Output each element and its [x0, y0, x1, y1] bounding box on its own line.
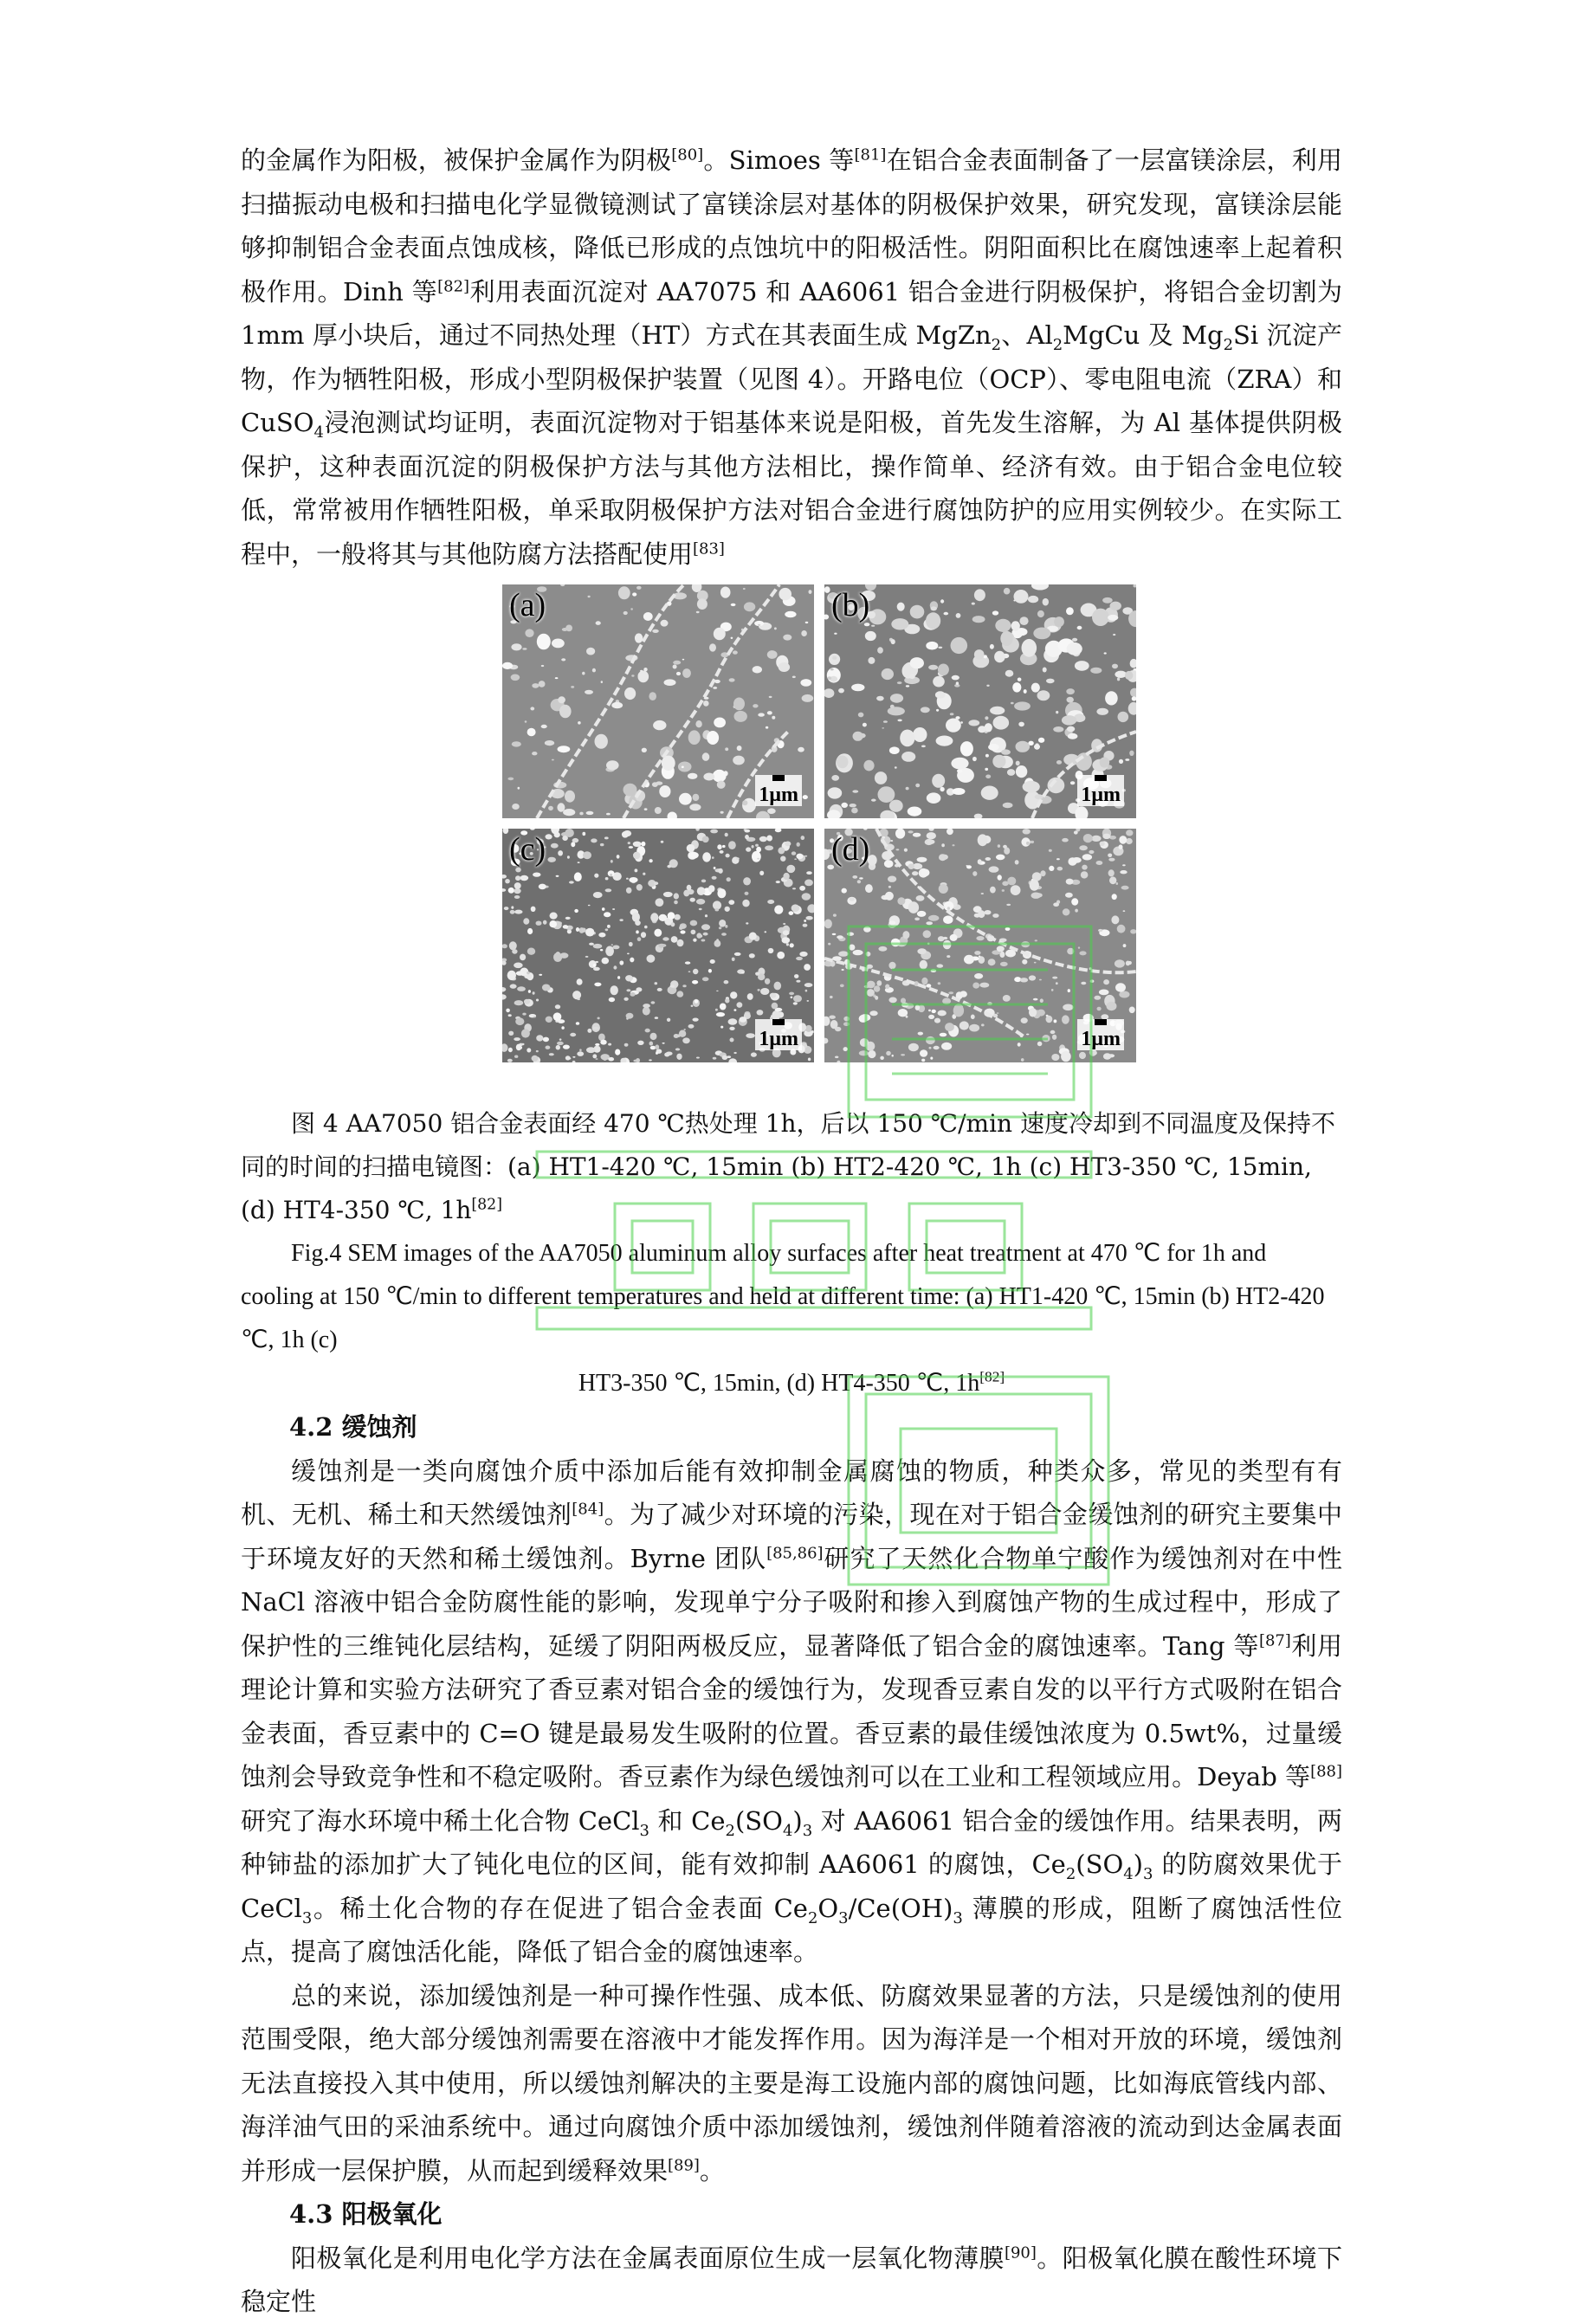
text-run: Si 沉淀产物，作为牺牲阳极，形成小型阴极保护装置（见图 4）。开路电位（OCP）、零电阻电流（ZRA）和 CuSO — [241, 320, 1342, 437]
scale-label: 1μm — [1081, 1028, 1121, 1050]
sem-panel-d — [824, 829, 1136, 1062]
subscript: 2 — [807, 1908, 818, 1927]
sem-panel-b — [824, 584, 1136, 818]
text-run: Fig.4 SEM images of the AA7050 aluminum alloy surfaces after heat treatment at 470 ℃ for 1h and cooling at 150 ℃/min to different temperatures and held at different time: (a) HT1-420 ℃, 15min (b) HT2-420 ℃, 1h (c) — [241, 1240, 1325, 1353]
text-run: 缓蚀剂是一类向腐蚀介质中添加后能有效抑制金属腐蚀的物质，种类众多，常见的类型有有机、无机、稀土和天然缓蚀剂 — [241, 1456, 1342, 1529]
subscript: 2 — [1065, 1864, 1076, 1883]
scale-label: 1μm — [759, 784, 798, 806]
figure-4 — [241, 584, 1342, 1097]
citation: [80] — [671, 145, 704, 165]
text-run: O — [817, 1893, 839, 1923]
text-run: 对 AA6061 铝合金的缓蚀作用。结果表明，两种铈盐的添加扩大了钝化电位的区间，能有效抑制 AA6061 的腐蚀，Ce — [241, 1805, 1342, 1879]
text-run: ) — [792, 1805, 803, 1836]
subscript: 4 — [313, 423, 324, 442]
subscript: 3 — [802, 1821, 813, 1840]
text-run: 阳极氧化是利用电化学方法在金属表面原位生成一层氧化物薄膜 — [291, 2243, 1005, 2273]
sem-panel-c — [502, 829, 814, 1062]
citation: [82] — [471, 1196, 502, 1214]
citation: [81] — [854, 145, 887, 165]
subscript: 4 — [1123, 1864, 1134, 1883]
text-run: (SO — [734, 1805, 783, 1836]
citation: [85,86] — [766, 1543, 824, 1562]
text-run: 和 Ce — [649, 1805, 726, 1836]
subscript: 3 — [301, 1908, 313, 1927]
scale-bar — [755, 775, 802, 806]
scale-bar — [755, 1019, 802, 1050]
text-run: 。阳极氧化膜在酸性环境下稳定性 — [241, 2243, 1342, 2316]
text-run: 在铝合金表面制备了一层富镁涂层，利用扫描振动电极和扫描电化学显微镜测试了富镁涂层对基体的阴极保护效果，研究发现，富镁涂层能够抑制铝合金表面点蚀成核，降低已形成的点蚀坑中的阳极活性。阴阳面积比在腐蚀速率上起着积极作用。Dinh 等 — [241, 145, 1342, 307]
text-run: 。Simoes 等 — [703, 145, 855, 175]
section-heading-4-3: 4.3 阳极氧化 — [289, 2199, 443, 2229]
panel-label: (b) — [831, 587, 870, 623]
panel-label: (d) — [831, 831, 870, 868]
paragraph — [241, 139, 1342, 576]
subscript: 2 — [725, 1821, 735, 1840]
panel-label: (a) — [509, 587, 546, 623]
text-run: 的金属作为阳极，被保护金属作为阴极 — [241, 145, 672, 175]
text-run: 利用理论计算和实验方法研究了香豆素对铝合金的缓蚀行为，发现香豆素自发的以平行方式吸附在铝合金表面，香豆素中的 C=O 键是最易发生吸附的位置。香豆素的最佳缓蚀浓度为 0.5wt%，过量缓蚀剂会导致竞争性和不稳定吸附。香豆素作为绿色缓蚀剂可以在工业和工程领域应用。Deyab 等 — [241, 1630, 1342, 1791]
text-run: /Ce(OH) — [848, 1893, 953, 1923]
text-run: MgCu 及 Mg — [1063, 320, 1224, 350]
subscript: 2 — [1052, 335, 1063, 354]
text-run: 浸泡测试均证明，表面沉淀物对于铝基体来说是阳极，首先发生溶解，为 Al 基体提供阴极保护，这种表面沉淀的阴极保护方法与其他方法相比，操作简单、经济有效。由于铝合金电位较低，常常被用作牺牲阳极，单采取阴极保护方法对铝合金进行腐蚀防护的应用实例较少。在实际工程中，一般将其与其他防腐方法搭配使用 — [241, 408, 1342, 569]
figure-caption-cn — [241, 1102, 1342, 1232]
subscript: 3 — [953, 1908, 963, 1927]
citation: [87] — [1258, 1630, 1291, 1649]
text-run: 总的来说，添加缓蚀剂是一种可操作性强、成本低、防腐效果显著的方法，只是缓蚀剂的使用范围受限，绝大部分缓蚀剂需要在溶液中才能发挥作用。因为海洋是一个相对开放的环境，缓蚀剂无法直接投入其中使用，所以缓蚀剂解决的主要是海工设施内部的腐蚀问题，比如海底管线内部、海洋油气田的采油系统中。通过向腐蚀介质中添加缓蚀剂，缓蚀剂伴随着溶液的流动到达金属表面并形成一层保护膜，从而起到缓释效果 — [241, 1980, 1342, 2185]
paragraph — [241, 2237, 1342, 2324]
text-run: HT3-350 ℃, 15min, (d) HT4-350 ℃, 1h — [578, 1370, 980, 1397]
text-run: 薄膜的形成，阻断了腐蚀活性位点，提高了腐蚀活化能，降低了铝合金的腐蚀速率。 — [241, 1893, 1342, 1966]
figure-caption-en-end — [241, 1362, 1342, 1405]
subscript: 2 — [1223, 335, 1234, 354]
text-run: 。稀土化合物的存在促进了铝合金表面 Ce — [312, 1893, 808, 1923]
paragraph — [241, 1449, 1342, 1974]
citation: [83] — [693, 539, 725, 558]
paragraph — [241, 1974, 1342, 2193]
subscript: 4 — [782, 1821, 793, 1840]
citation: [82] — [437, 276, 470, 295]
section-heading-4-2: 4.2 缓蚀剂 — [289, 1412, 417, 1442]
citation: [88] — [1310, 1762, 1342, 1781]
text-run: 、Al — [1001, 320, 1053, 350]
text-run: 研究了海水环境中稀土化合物 CeCl — [241, 1805, 640, 1836]
subscript: 3 — [1143, 1864, 1153, 1883]
text-run: (SO — [1076, 1850, 1124, 1879]
text-run: 利用表面沉淀对 AA7075 和 AA6061 铝合金进行阴极保护，将铝合金切割为 1mm 厚小块后，通过不同热处理（HT）方式在其表面生成 MgZn — [241, 276, 1342, 350]
scale-label: 1μm — [1081, 784, 1121, 806]
scale-bar — [1077, 1019, 1124, 1050]
citation: [90] — [1004, 2243, 1037, 2262]
text-run: 的防腐效果优于 CeCl — [241, 1850, 1342, 1923]
scale-bar — [1077, 775, 1124, 806]
scale-label: 1μm — [759, 1028, 798, 1050]
sem-panel-a — [502, 584, 814, 818]
text-run: 图 4 AA7050 铝合金表面经 470 ℃热处理 1h，后以 150 ℃/min 速度冷却到不同温度及保持不同的时间的扫描电镜图：(a) HT1-420 ℃, 15min (b) HT2-420 ℃, 1h (c) HT3-350 ℃, 15min, (d) HT4-350 ℃, 1h — [241, 1109, 1335, 1224]
page-content — [241, 139, 1342, 2324]
panel-label: (c) — [509, 831, 546, 868]
citation: [82] — [979, 1368, 1005, 1385]
figure-caption-en — [241, 1232, 1342, 1362]
text-run: ) — [1133, 1850, 1143, 1879]
text-run: 。为了减少对环境的污染，现在对于铝合金缓蚀剂的研究主要集中于环境友好的天然和稀土缓蚀剂。Byrne 团队 — [241, 1500, 1342, 1573]
text-run: 研究了天然化合物单宁酸作为缓蚀剂对在中性 NaCl 溶液中铝合金防腐性能的影响，发现单宁分子吸附和掺入到腐蚀产物的生成过程中，形成了保护性的三维钝化层结构，延缓了阴阳两极反应，显著降低了铝合金的腐蚀速率。Tang 等 — [241, 1543, 1342, 1661]
subscript: 3 — [838, 1908, 849, 1927]
citation: [89] — [668, 2155, 700, 2174]
subscript: 2 — [991, 335, 1002, 354]
text-run: 。 — [699, 2155, 725, 2185]
citation: [84] — [572, 1500, 604, 1519]
subscript: 3 — [639, 1821, 649, 1840]
